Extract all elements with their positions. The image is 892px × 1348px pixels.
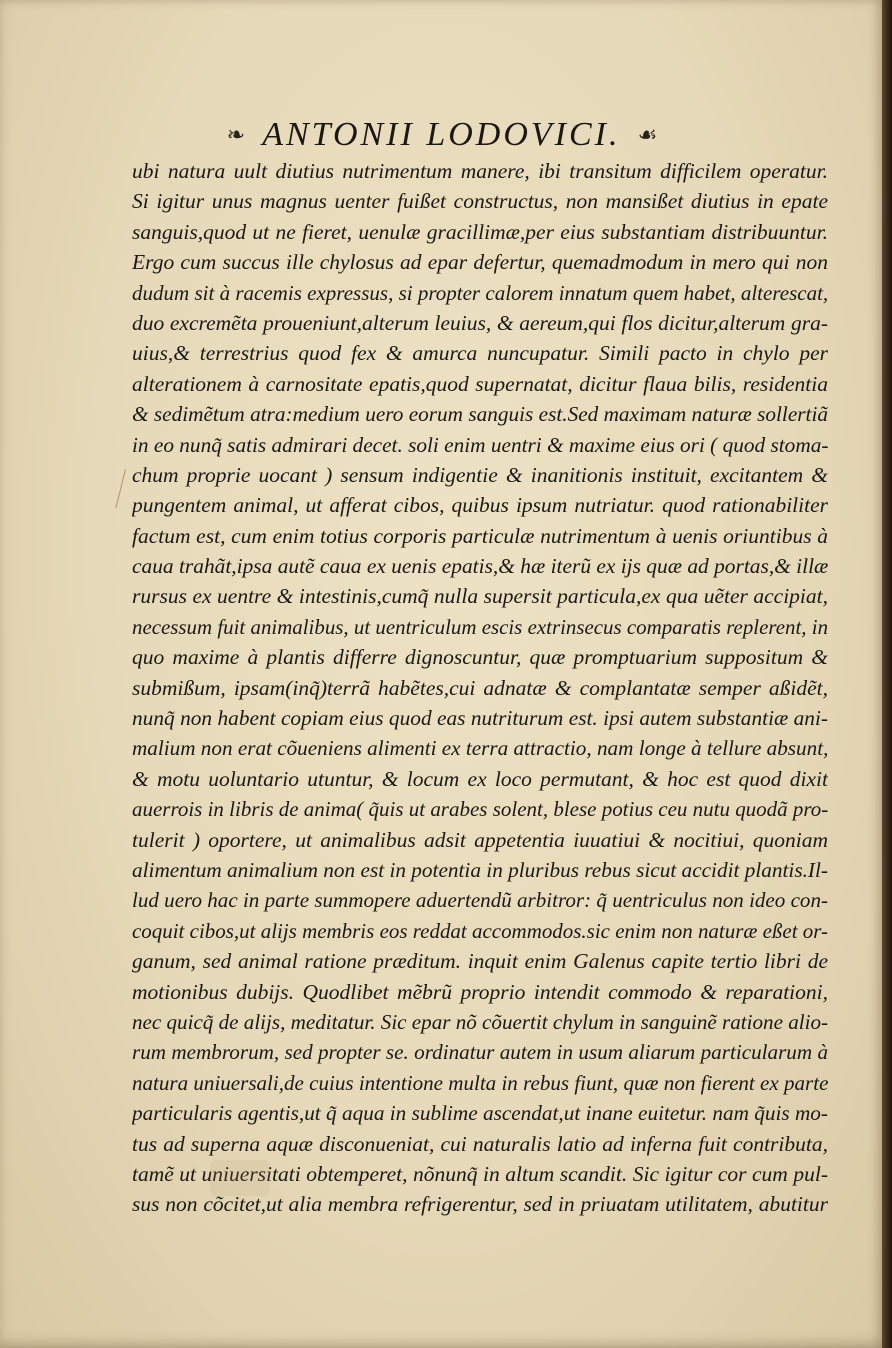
text-line: lud uero hac in parte summopere aduertendũ arbitror: q̃ uentriculus non ideo con-: [132, 888, 828, 913]
text-line: rursus ex uentre & intestinis,cumq̃ nulla supersit particula,ex qua uẽter accipiat,: [132, 584, 828, 609]
text-line: coquit cibos,ut alijs membris eos reddat accommodos.sic enim non naturæ eßet or-: [132, 918, 829, 943]
text-line: & sedimẽtum atra:medium uero eorum sanguis est.Sed maximam naturæ sollertiã: [132, 402, 828, 427]
text-line: nec quicq̃ de alijs, meditatur. Sic epar nõ cõuertit chylum in sanguinẽ ratione alio-: [132, 1009, 829, 1034]
text-line: Si igitur unus magnus uenter fuißet constructus, non mansißet diutius in epate: [132, 189, 828, 214]
text-line: Ergo cum succus ille chylosus ad epar defertur, quemadmodum in mero qui non: [132, 250, 828, 275]
text-line: chum proprie uocant ) sensum indigentie & inanitionis instituit, excitantem &: [132, 462, 828, 487]
text-line: factum est, cum enim totius corporis particulæ nutrimentum à uenis oriuntibus à: [132, 523, 828, 548]
text-line: necessum fuit animalibus, ut uentriculum escis extrinsecus comparatis replerent, in: [132, 614, 829, 639]
right-fleuron-icon: ☙: [637, 122, 658, 148]
faded-stamp: [210, 1160, 270, 1196]
text-line: duo excremẽta proueniunt,alterum leuius, & aereum,qui flos dicitur,alterum gra-: [132, 310, 828, 335]
left-fleuron-icon: ❧: [226, 122, 246, 148]
text-line: in eo nunq̃ satis admirari decet. soli enim uentri & maxime eius ori ( quod stoma-: [132, 432, 828, 457]
body-text: [132, 156, 828, 1220]
text-line: pungentem animal, ut afferat cibos, quibus ipsum nutriatur. quod rationabiliter: [132, 493, 828, 518]
text-line: motionibus dubijs. Quodlibet mẽbrũ proprio intendit commodo & reparationi,: [132, 979, 828, 1004]
text-line: tulerit ) oportere, ut animalibus adsit appetentia iuuatiui & nocitiui, quoniam: [132, 827, 828, 852]
text-line: auerrois in libris de anima( q̃uis ut arabes solent, blese potius ceu nutu quodã pro-: [132, 797, 829, 822]
text-line: dudum sit à racemis expressus, si propter calorem innatum quem habet, alterescat,: [132, 280, 828, 305]
text-line: sanguis,quod ut ne fieret, uenulæ gracillimæ,per eius substantiam distribuuntur.: [132, 219, 828, 244]
text-line: quo maxime à plantis differre dignoscuntur, quæ promptuarium suppositum &: [132, 645, 828, 670]
text-line: caua trahãt,ipsa autẽ caua ex uenis epatis,& hæ iterũ ex ijs quæ ad portas,& illæ: [132, 554, 828, 579]
text-line: ubi natura uult diutius nutrimentum manere, ibi transitum difficilem operatur.: [132, 159, 828, 183]
text-line: & motu uoluntario utuntur, & locum ex loco permutant, & hoc est quod dixit: [132, 766, 828, 791]
text-line: uius,& terrestrius quod fex & amurca nuncupatur. Simili pacto in chylo per: [132, 341, 828, 366]
text-line: alimentum animalium non est in potentia in pluribus rebus sicut accidit plantis.Il-: [132, 857, 828, 882]
text-line: rum membrorum, sed propter se. ordinatur autem in usum aliarum particularum à: [132, 1040, 829, 1065]
text-line: tamẽ ut uniuersitati obtemperet, nõnunq̃ in altum scandit. Sic igitur cor cum pul-: [132, 1161, 828, 1186]
text-line: sus non cõcitet,ut alia membra refrigerentur, sed in priuatam utilitatem, abutitur: [132, 1192, 828, 1217]
page-edge: [882, 0, 892, 1348]
running-header: [0, 116, 884, 156]
text-line: nunq̃ non habent copiam eius quod eas nutriturum est. ipsi autem substantiæ ani-: [132, 706, 829, 731]
text-line: submißum, ipsam(inq̃)terrã habẽtes,cui adnatæ & complantatæ semper aßidẽt,: [132, 675, 828, 700]
text-line: natura uniuersali,de cuius intentione multa in rebus fiunt, quæ non fierent ex parte: [132, 1070, 828, 1095]
text-line: ganum, sed animal ratione præditum. inquit enim Galenus capite tertio libri de: [132, 949, 828, 974]
text-line: malium non erat cõueniens alimenti ex terra attractio, nam longe à tellure absunt,: [132, 736, 828, 761]
text-line: alterationem à carnositate epatis,quod supernatat, dicitur flaua bilis, residentia: [132, 371, 828, 396]
text-line: tus ad superna aquæ disconueniat, cui naturalis latio ad inferna fuit contributa,: [132, 1131, 828, 1156]
text-line: particularis agentis,ut q̃ aqua in sublime ascendat,ut inane euitetur. nam q̃uis mo-: [132, 1101, 828, 1126]
running-title: ANTONII LODOVICI.: [262, 116, 621, 153]
